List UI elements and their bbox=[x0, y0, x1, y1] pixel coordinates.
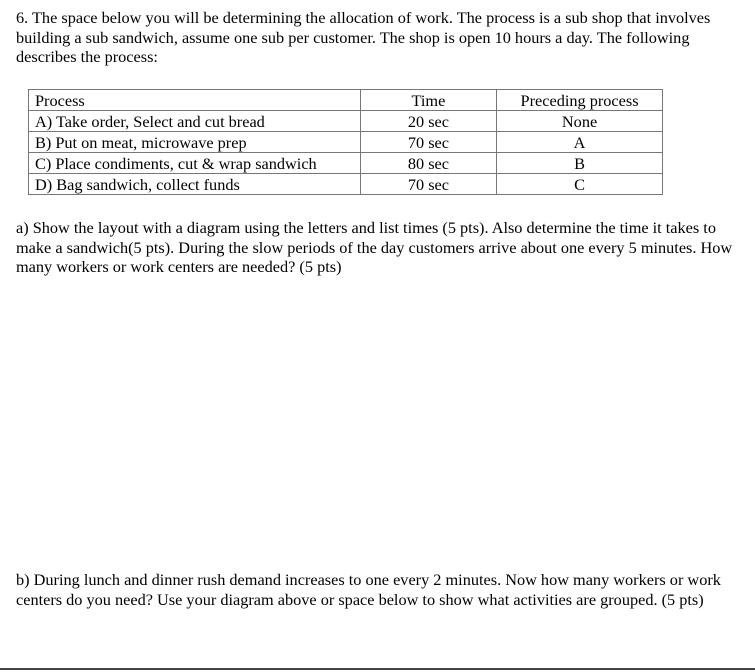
preceding-cell: None bbox=[497, 111, 663, 132]
preceding-cell: B bbox=[497, 153, 663, 174]
process-cell: D) Bag sandwich, collect funds bbox=[29, 174, 361, 195]
question-part-b: b) During lunch and dinner rush demand increases to one every 2 minutes. Now how many workers or work centers do you need? Use your diagram above or space below to show what activities are grouped. (5 pts) bbox=[16, 570, 721, 609]
process-cell: A) Take order, Select and cut bread bbox=[29, 111, 361, 132]
time-cell: 80 sec bbox=[360, 153, 496, 174]
time-cell: 70 sec bbox=[360, 132, 496, 153]
question-intro: 6. The space below you will be determining the allocation of work. The process is a sub shop that involves building a sub sandwich, assume one sub per customer. The shop is open 10 hours a day. The following describes the process: bbox=[16, 8, 711, 66]
header-preceding: Preceding process bbox=[497, 90, 663, 111]
process-cell: C) Place condiments, cut & wrap sandwich bbox=[29, 153, 361, 174]
table-header-row bbox=[29, 90, 663, 111]
header-time: Time bbox=[360, 90, 496, 111]
process-table bbox=[28, 89, 663, 195]
table-row bbox=[29, 174, 663, 195]
process-cell: B) Put on meat, microwave prep bbox=[29, 132, 361, 153]
table-row bbox=[29, 132, 663, 153]
time-cell: 20 sec bbox=[360, 111, 496, 132]
time-cell: 70 sec bbox=[360, 174, 496, 195]
header-process: Process bbox=[29, 90, 361, 111]
preceding-cell: C bbox=[497, 174, 663, 195]
table-row bbox=[29, 153, 663, 174]
preceding-cell: A bbox=[497, 132, 663, 153]
question-part-a: a) Show the layout with a diagram using the letters and list times (5 pts). Also determine the time it takes to make a sandwich(5 pts). During the slow periods of the day customers arrive about one every 5 minutes. How many workers or work centers are needed? (5 pts) bbox=[16, 218, 733, 276]
table-row bbox=[29, 111, 663, 132]
bottom-divider bbox=[0, 668, 755, 670]
